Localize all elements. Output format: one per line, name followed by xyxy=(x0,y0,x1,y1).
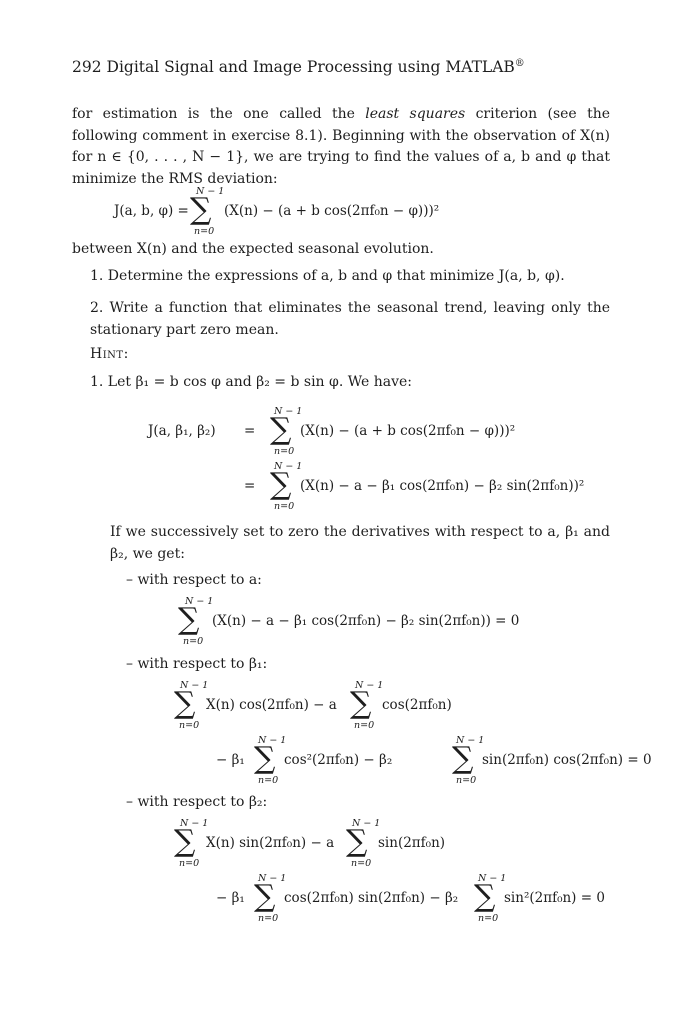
wrt-beta1-label: – with respect to β₁: xyxy=(126,656,268,672)
between-line: between X(n) and the expected seasonal evolution. xyxy=(72,241,434,257)
item-1: 1. Determine the expressions of a, b and φ that minimize J(a, b, φ). xyxy=(90,268,565,284)
registered-mark: ® xyxy=(514,58,525,69)
wrt-a-label: – with respect to a: xyxy=(126,572,262,588)
wrt-beta2-label: – with respect to β₂: xyxy=(126,794,268,810)
book-title: Digital Signal and Image Processing using MATLAB xyxy=(106,58,515,77)
hint-label: Hint: xyxy=(90,346,129,362)
item-2: 2. Write a function that eliminates the seasonal trend, leaving only the stationary part zero mean. xyxy=(90,300,610,338)
document-page: 292 Digital Signal and Image Processing using MATLAB® for estimation is the one called the least squares criterion (see the following comment in exercise 8.1). Beginning with the observation of X(n) for n ∈ {0, . . . , N − 1}, we are trying to find the values of a, b and φ that minimize the RMS deviation: J(a, b, φ) = N − 1 ∑ n=0 (X(n) − (a + b cos(2πf₀n − φ)))² between X(n) and the expected seasonal evolution. 1. Determine the expressions of a, b and φ that minimize J(a, b, φ). 2. Write a function that eliminates the seasonal trend, leaving only the stationary part zero mean. Hint: 1. Let β₁ = b cos φ and β₂ = b sin φ. We have: J(a, β₁, β₂) = N − 1 ∑ n=0 (X(n) − (a + b cos(2πf₀n − φ)))² = N − 1 ∑ n=0 (X(n) − a − β₁ cos(2πf₀n) − β₂ sin(2πf₀n))² If we successively set to zero the derivatives with respect to a, β₁ and β₂, we get: – with respect to a: N − 1 ∑ n=0 (X(n) − a − β₁ cos(2πf₀n) − β₂ sin(2πf₀n)) = 0 – with respect to β₁: N − 1 ∑ n=0 X(n) cos(2πf₀n) − a N − 1 ∑ n=0 cos(2πf₀n) − β₁ N − 1 ∑ n=0 cos²(2πf₀n) − β₂ N − 1 ∑ n=0 sin(2πf₀n) cos(2πf₀n) = 0 – with respect to β₂: N − 1 ∑ n=0 X(n) sin(2πf₀n) − a N − 1 ∑ n=0 sin(2πf₀n) − β₁ N − 1 ∑ n=0 cos(2πf₀n) sin(2πf₀n) − β₂ N − 1 ∑ n=0 sin²(2πf₀n) = 0 xyxy=(72,58,652,924)
running-header xyxy=(72,58,525,76)
least-squares-term: least squares xyxy=(365,106,466,122)
page-number: 292 xyxy=(72,58,102,77)
hint-1: 1. Let β₁ = b cos φ and β₂ = b sin φ. We have: xyxy=(90,374,412,390)
derivatives-text: If we successively set to zero the derivatives with respect to a, β₁ and β₂, we get: xyxy=(110,524,610,562)
intro-paragraph: for estimation is the one called the least squares criterion (see the following comment in exercise 8.1). Beginning with the observation of X(n) for n ∈ {0, . . . , N − 1}, we are trying to find the values of a, b and φ that minimize the RMS deviation: xyxy=(72,106,611,187)
